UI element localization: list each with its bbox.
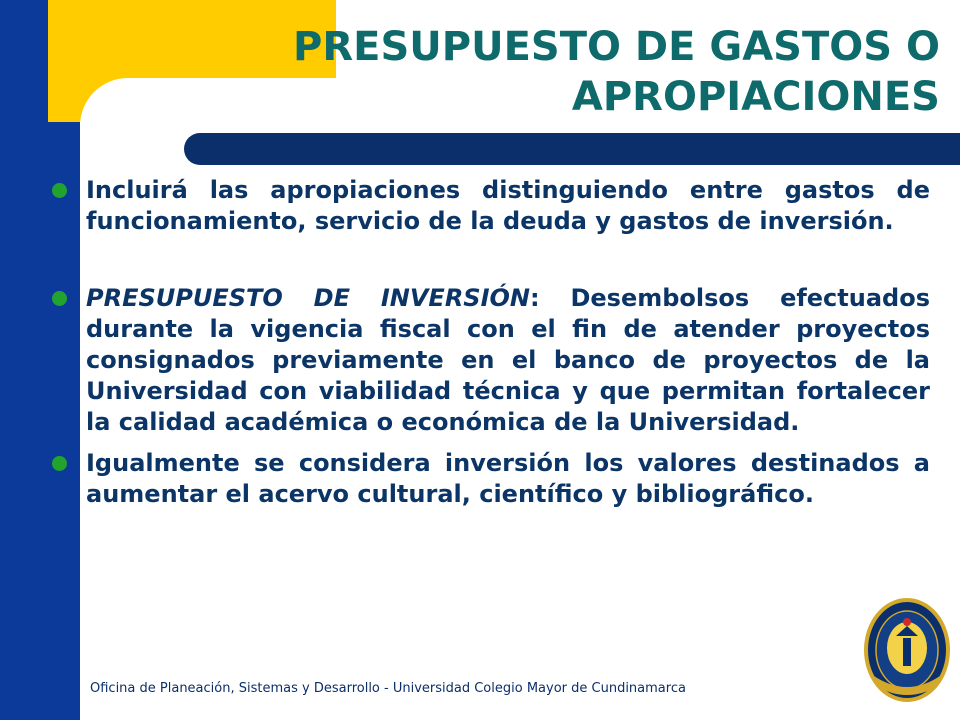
bullet-text: Incluirá las apropiaciones distinguiendo entre gastos de funcionamiento, servicio de la deuda y gastos de inversión. [86, 176, 930, 235]
bullet-dot-icon [52, 291, 67, 306]
bullet-text: : Desembolsos efectuados durante la vigencia fiscal con el fin de atender proyectos consignados previamente en el banco de proyectos de la Universidad con viabilidad técnica y que permitan fortalecer la calidad académica o económica de la Universidad. [86, 284, 930, 436]
slide-title [220, 22, 940, 122]
bullet-dot-icon [52, 183, 67, 198]
bullet-item-inversion [50, 283, 930, 438]
footer-credit: Oficina de Planeación, Sistemas y Desarrollo - Universidad Colegio Mayor de Cundinamarca [90, 681, 686, 696]
university-seal-icon [864, 598, 950, 702]
bullet-dot-icon [52, 456, 67, 471]
bullet-text: Igualmente se considera inversión los valores destinados a aumentar el acervo cultural, científico y bibliográfico. [86, 449, 930, 508]
title-line-2: APROPIACIONES [571, 74, 940, 120]
title-divider-bar [184, 133, 960, 165]
bullet-item-acervo [50, 448, 930, 510]
title-line-1: PRESUPUESTO DE GASTOS O [293, 24, 940, 70]
bullet-item-apropiaciones [50, 175, 930, 237]
bullet-list [50, 175, 930, 510]
bullet-lead: PRESUPUESTO DE INVERSIÓN [86, 284, 530, 312]
